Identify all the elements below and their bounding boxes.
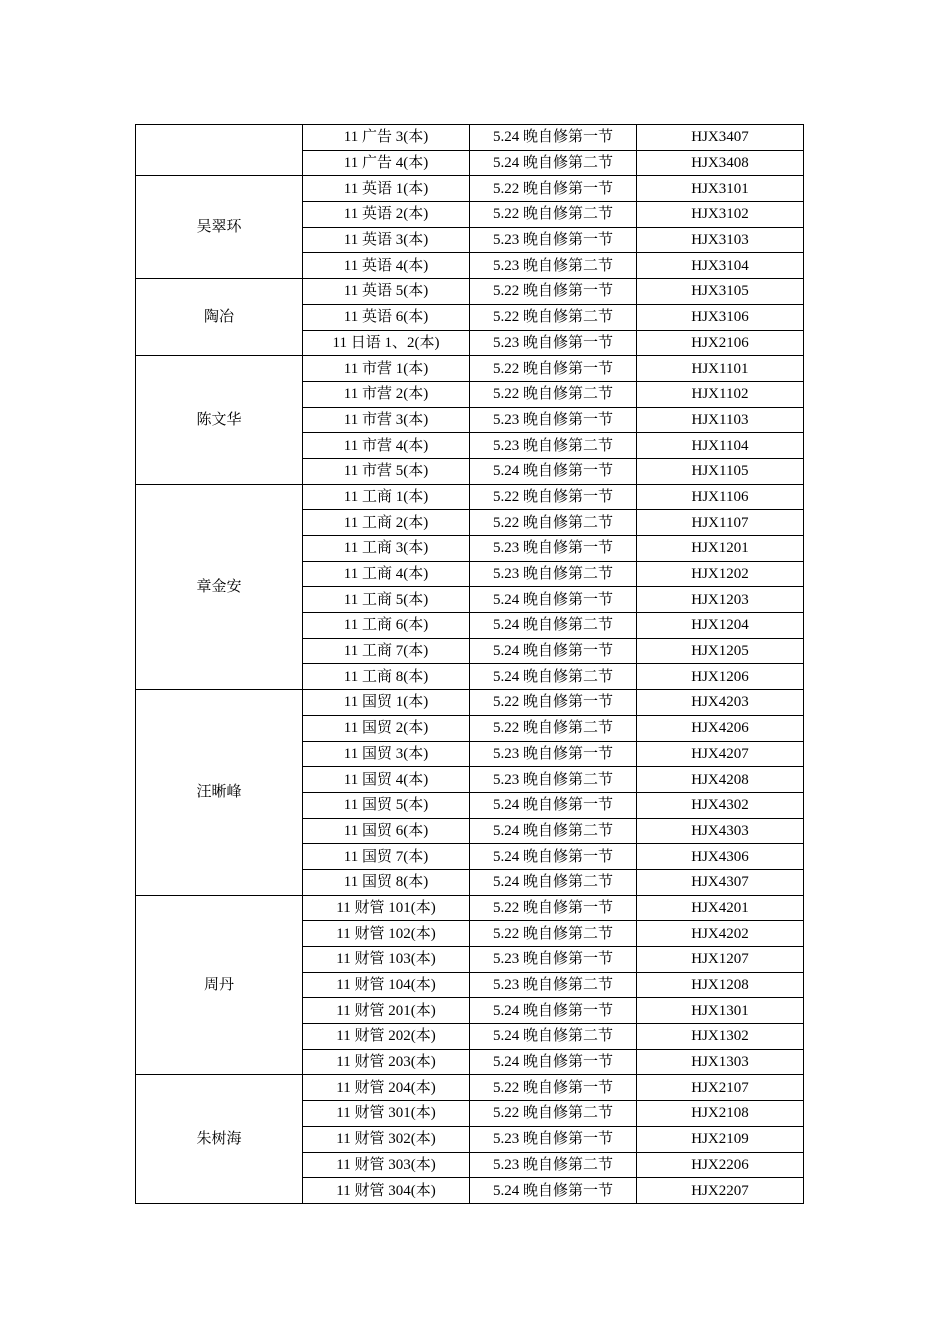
room-cell: HJX3103 [637, 227, 804, 253]
class-cell: 11 市营 1(本) [303, 356, 470, 382]
room-cell: HJX1208 [637, 972, 804, 998]
class-cell: 11 财管 302(本) [303, 1126, 470, 1152]
session-time-cell: 5.23 晚自修第二节 [470, 561, 637, 587]
class-cell: 11 英语 1(本) [303, 176, 470, 202]
class-cell: 11 财管 202(本) [303, 1024, 470, 1050]
class-cell: 11 财管 204(本) [303, 1075, 470, 1101]
room-cell: HJX2109 [637, 1126, 804, 1152]
teacher-cell: 章金安 [136, 484, 303, 690]
session-time-cell: 5.24 晚自修第一节 [470, 844, 637, 870]
room-cell: HJX4201 [637, 895, 804, 921]
room-cell: HJX4202 [637, 921, 804, 947]
teacher-cell: 周丹 [136, 895, 303, 1075]
room-cell: HJX1101 [637, 356, 804, 382]
room-cell: HJX4206 [637, 715, 804, 741]
session-time-cell: 5.22 晚自修第一节 [470, 279, 637, 305]
session-time-cell: 5.24 晚自修第二节 [470, 1024, 637, 1050]
session-time-cell: 5.24 晚自修第二节 [470, 150, 637, 176]
class-cell: 11 英语 6(本) [303, 304, 470, 330]
schedule-body [136, 125, 804, 1204]
class-cell: 11 工商 3(本) [303, 536, 470, 562]
table-row [136, 690, 804, 716]
table-row [136, 484, 804, 510]
session-time-cell: 5.24 晚自修第一节 [470, 458, 637, 484]
session-time-cell: 5.22 晚自修第一节 [470, 356, 637, 382]
class-cell: 11 财管 104(本) [303, 972, 470, 998]
class-cell: 11 国贸 2(本) [303, 715, 470, 741]
session-time-cell: 5.24 晚自修第二节 [470, 869, 637, 895]
room-cell: HJX3104 [637, 253, 804, 279]
session-time-cell: 5.23 晚自修第一节 [470, 741, 637, 767]
class-cell: 11 工商 7(本) [303, 638, 470, 664]
room-cell: HJX4302 [637, 792, 804, 818]
teacher-cell: 朱树海 [136, 1075, 303, 1203]
room-cell: HJX1105 [637, 458, 804, 484]
session-time-cell: 5.22 晚自修第二节 [470, 921, 637, 947]
class-cell: 11 工商 4(本) [303, 561, 470, 587]
class-cell: 11 市营 5(本) [303, 458, 470, 484]
class-cell: 11 财管 103(本) [303, 947, 470, 973]
room-cell: HJX3106 [637, 304, 804, 330]
session-time-cell: 5.23 晚自修第二节 [470, 433, 637, 459]
room-cell: HJX1202 [637, 561, 804, 587]
table-row [136, 176, 804, 202]
session-time-cell: 5.22 晚自修第二节 [470, 1101, 637, 1127]
room-cell: HJX2106 [637, 330, 804, 356]
room-cell: HJX1206 [637, 664, 804, 690]
session-time-cell: 5.24 晚自修第一节 [470, 638, 637, 664]
session-time-cell: 5.24 晚自修第一节 [470, 587, 637, 613]
session-time-cell: 5.24 晚自修第二节 [470, 664, 637, 690]
room-cell: HJX4208 [637, 767, 804, 793]
class-cell: 11 财管 201(本) [303, 998, 470, 1024]
teacher-cell [136, 125, 303, 176]
class-cell: 11 英语 5(本) [303, 279, 470, 305]
room-cell: HJX1203 [637, 587, 804, 613]
room-cell: HJX3102 [637, 202, 804, 228]
session-time-cell: 5.23 晚自修第一节 [470, 227, 637, 253]
schedule-table [135, 124, 804, 1204]
session-time-cell: 5.23 晚自修第二节 [470, 767, 637, 793]
session-time-cell: 5.24 晚自修第一节 [470, 998, 637, 1024]
session-time-cell: 5.22 晚自修第二节 [470, 715, 637, 741]
class-cell: 11 财管 303(本) [303, 1152, 470, 1178]
class-cell: 11 市营 3(本) [303, 407, 470, 433]
teacher-cell: 汪晰峰 [136, 690, 303, 896]
room-cell: HJX1303 [637, 1049, 804, 1075]
class-cell: 11 国贸 4(本) [303, 767, 470, 793]
room-cell: HJX4207 [637, 741, 804, 767]
session-time-cell: 5.22 晚自修第二节 [470, 510, 637, 536]
class-cell: 11 工商 8(本) [303, 664, 470, 690]
room-cell: HJX1102 [637, 381, 804, 407]
room-cell: HJX2107 [637, 1075, 804, 1101]
class-cell: 11 日语 1、2(本) [303, 330, 470, 356]
room-cell: HJX1207 [637, 947, 804, 973]
room-cell: HJX1201 [637, 536, 804, 562]
schedule-table-container [135, 124, 803, 1204]
room-cell: HJX4303 [637, 818, 804, 844]
session-time-cell: 5.23 晚自修第一节 [470, 947, 637, 973]
room-cell: HJX1301 [637, 998, 804, 1024]
session-time-cell: 5.22 晚自修第一节 [470, 176, 637, 202]
room-cell: HJX4203 [637, 690, 804, 716]
session-time-cell: 5.23 晚自修第一节 [470, 1126, 637, 1152]
room-cell: HJX3101 [637, 176, 804, 202]
class-cell: 11 工商 1(本) [303, 484, 470, 510]
class-cell: 11 市营 2(本) [303, 381, 470, 407]
room-cell: HJX2108 [637, 1101, 804, 1127]
class-cell: 11 英语 2(本) [303, 202, 470, 228]
room-cell: HJX3408 [637, 150, 804, 176]
class-cell: 11 国贸 8(本) [303, 869, 470, 895]
session-time-cell: 5.24 晚自修第二节 [470, 613, 637, 639]
class-cell: 11 国贸 1(本) [303, 690, 470, 716]
session-time-cell: 5.22 晚自修第一节 [470, 484, 637, 510]
session-time-cell: 5.23 晚自修第二节 [470, 253, 637, 279]
class-cell: 11 英语 4(本) [303, 253, 470, 279]
session-time-cell: 5.22 晚自修第一节 [470, 1075, 637, 1101]
room-cell: HJX1302 [637, 1024, 804, 1050]
room-cell: HJX2206 [637, 1152, 804, 1178]
class-cell: 11 国贸 7(本) [303, 844, 470, 870]
session-time-cell: 5.24 晚自修第一节 [470, 792, 637, 818]
session-time-cell: 5.23 晚自修第一节 [470, 330, 637, 356]
session-time-cell: 5.22 晚自修第二节 [470, 304, 637, 330]
class-cell: 11 工商 5(本) [303, 587, 470, 613]
class-cell: 11 英语 3(本) [303, 227, 470, 253]
session-time-cell: 5.24 晚自修第一节 [470, 1049, 637, 1075]
room-cell: HJX3407 [637, 125, 804, 151]
room-cell: HJX1205 [637, 638, 804, 664]
session-time-cell: 5.22 晚自修第二节 [470, 381, 637, 407]
room-cell: HJX4306 [637, 844, 804, 870]
class-cell: 11 财管 304(本) [303, 1178, 470, 1204]
session-time-cell: 5.23 晚自修第二节 [470, 972, 637, 998]
session-time-cell: 5.23 晚自修第一节 [470, 407, 637, 433]
class-cell: 11 广告 3(本) [303, 125, 470, 151]
room-cell: HJX1107 [637, 510, 804, 536]
class-cell: 11 工商 6(本) [303, 613, 470, 639]
class-cell: 11 工商 2(本) [303, 510, 470, 536]
session-time-cell: 5.23 晚自修第一节 [470, 536, 637, 562]
room-cell: HJX2207 [637, 1178, 804, 1204]
teacher-cell: 陶冶 [136, 279, 303, 356]
class-cell: 11 财管 102(本) [303, 921, 470, 947]
room-cell: HJX3105 [637, 279, 804, 305]
session-time-cell: 5.24 晚自修第二节 [470, 818, 637, 844]
session-time-cell: 5.24 晚自修第一节 [470, 125, 637, 151]
table-row [136, 279, 804, 305]
class-cell: 11 广告 4(本) [303, 150, 470, 176]
room-cell: HJX4307 [637, 869, 804, 895]
class-cell: 11 国贸 6(本) [303, 818, 470, 844]
session-time-cell: 5.22 晚自修第一节 [470, 895, 637, 921]
room-cell: HJX1103 [637, 407, 804, 433]
table-row [136, 356, 804, 382]
room-cell: HJX1104 [637, 433, 804, 459]
session-time-cell: 5.24 晚自修第一节 [470, 1178, 637, 1204]
table-row [136, 895, 804, 921]
teacher-cell: 吴翠环 [136, 176, 303, 279]
session-time-cell: 5.23 晚自修第二节 [470, 1152, 637, 1178]
table-row [136, 1075, 804, 1101]
class-cell: 11 财管 203(本) [303, 1049, 470, 1075]
teacher-cell: 陈文华 [136, 356, 303, 484]
session-time-cell: 5.22 晚自修第二节 [470, 202, 637, 228]
class-cell: 11 财管 101(本) [303, 895, 470, 921]
class-cell: 11 市营 4(本) [303, 433, 470, 459]
table-row [136, 125, 804, 151]
room-cell: HJX1204 [637, 613, 804, 639]
class-cell: 11 财管 301(本) [303, 1101, 470, 1127]
class-cell: 11 国贸 5(本) [303, 792, 470, 818]
session-time-cell: 5.22 晚自修第一节 [470, 690, 637, 716]
class-cell: 11 国贸 3(本) [303, 741, 470, 767]
room-cell: HJX1106 [637, 484, 804, 510]
